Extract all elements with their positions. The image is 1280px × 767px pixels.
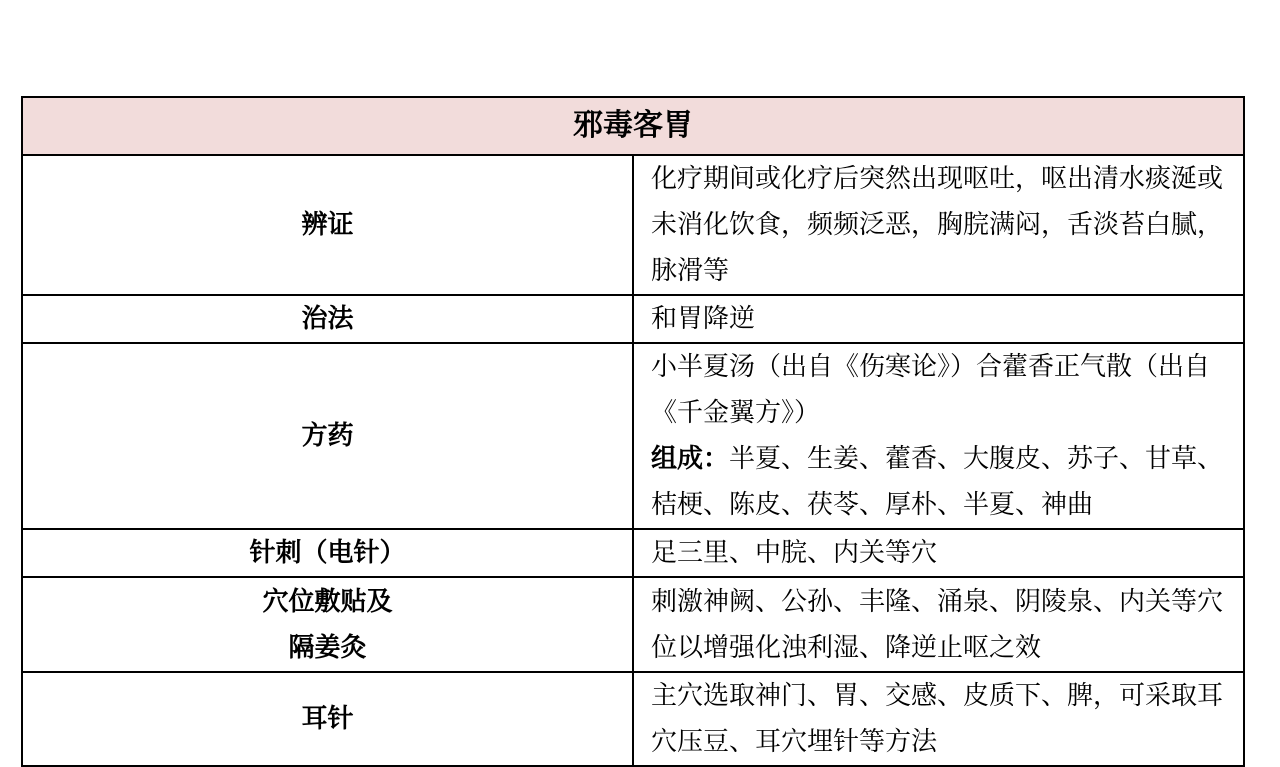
row-content-acupoint-application xyxy=(633,577,1244,672)
row-content-prescription xyxy=(633,343,1244,529)
table-row xyxy=(22,343,1244,529)
table-row xyxy=(22,529,1244,577)
table-row xyxy=(22,672,1244,766)
row-label-treatment: 治法 xyxy=(22,295,633,343)
content-text: 小半夏汤（出自《伤寒论》）合藿香正气散（出自《千金翼方》） xyxy=(651,352,1211,428)
row-content-differentiation xyxy=(633,155,1244,295)
syndrome-table-container xyxy=(21,96,1245,767)
composition-text: 半夏、生姜、藿香、大腹皮、苏子、甘草、桔梗、陈皮、茯苓、厚朴、半夏、神曲 xyxy=(651,444,1224,520)
table-title: 邪毒客胃 xyxy=(22,97,1244,155)
row-label-ear-acupuncture: 耳针 xyxy=(22,672,633,766)
row-label-differentiation: 辨证 xyxy=(22,155,633,295)
row-content-acupuncture xyxy=(633,529,1244,577)
table-row xyxy=(22,577,1244,672)
composition-line xyxy=(651,436,1233,528)
content-text: 刺激神阙、公孙、丰隆、涌泉、阴陵泉、内关等穴位以增强化浊利湿、降逆止呕之效 xyxy=(651,586,1224,663)
row-label-acupoint-application xyxy=(22,577,633,672)
row-content-treatment xyxy=(633,295,1244,343)
table-title-row xyxy=(22,97,1244,155)
content-text: 化疗期间或化疗后突然出现呕吐，呕出清水痰涎或未消化饮食，频频泛恶，胸脘满闷，舌淡苔白腻，脉滑等 xyxy=(651,164,1224,286)
row-label-acupuncture: 针刺（电针） xyxy=(22,529,633,577)
table-row xyxy=(22,155,1244,295)
composition-prefix: 组成： xyxy=(651,444,730,474)
syndrome-table xyxy=(21,96,1245,767)
content-text: 和胃降逆 xyxy=(651,304,756,334)
label-text: 穴位敷贴及隔姜灸 xyxy=(262,586,393,663)
row-label-prescription: 方药 xyxy=(22,343,633,529)
content-text: 主穴选取神门、胃、交感、皮质下、脾，可采取耳穴压豆、耳穴埋针等方法 xyxy=(651,681,1224,757)
content-text: 足三里、中脘、内关等穴 xyxy=(651,538,938,568)
row-content-ear-acupuncture xyxy=(633,672,1244,766)
table-row xyxy=(22,295,1244,343)
